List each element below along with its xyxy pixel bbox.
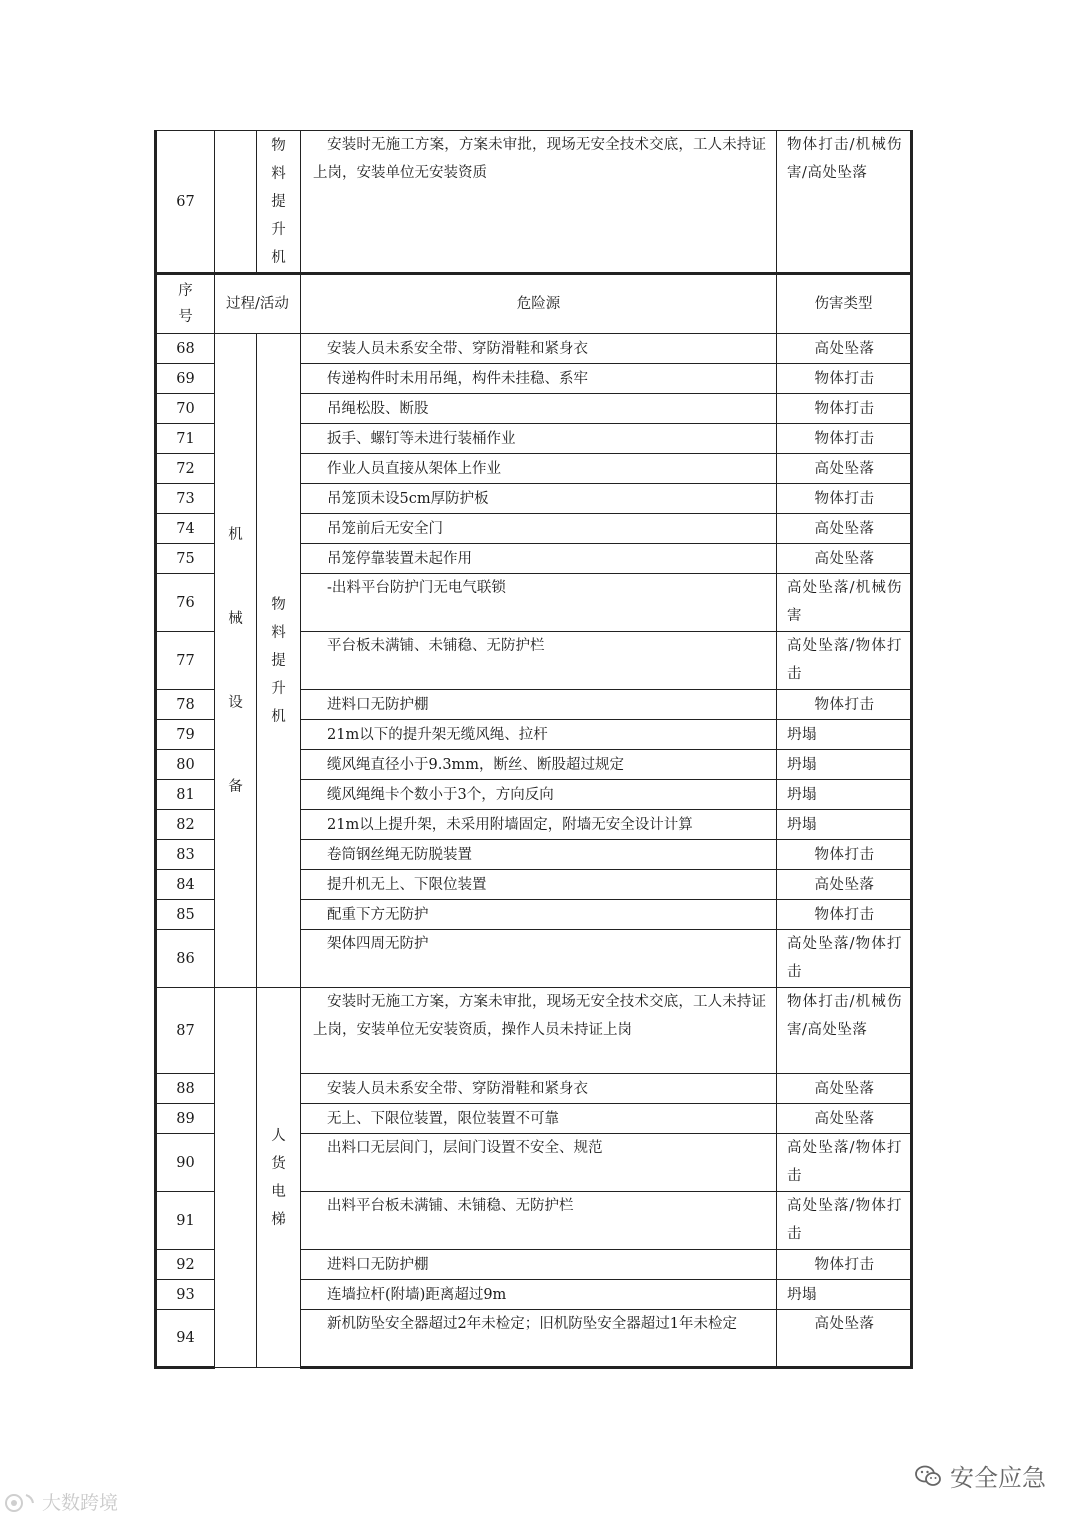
hazard-cell	[301, 720, 777, 750]
table-row	[156, 334, 912, 364]
row-number: 78	[156, 690, 215, 720]
hazard-cell	[301, 544, 777, 574]
hazard-text: 安装时无施工方案，方案未审批，现场无安全技术交底，工人未持证上岗，安装单位无安装资质	[313, 137, 766, 181]
hazard-cell	[301, 1250, 777, 1280]
row-number: 71	[156, 424, 215, 454]
row-number: 89	[156, 1104, 215, 1134]
sub-category-cell	[257, 131, 301, 274]
sub-category-label: 人货电梯	[271, 1127, 286, 1228]
row-number: 87	[156, 988, 215, 1074]
row-number: 84	[156, 870, 215, 900]
hazard-text: 架体四周无防护	[327, 936, 429, 952]
harm-cell: 物体打击	[777, 484, 912, 514]
row-number: 73	[156, 484, 215, 514]
category-cell-continued	[215, 988, 257, 1368]
row-number: 94	[156, 1310, 215, 1368]
hazard-cell	[301, 1192, 777, 1250]
harm-cell: 高处坠落/机械伤害	[777, 574, 912, 632]
hazard-text: 吊绳松股、断股	[327, 400, 429, 417]
harm-cell: 坍塌	[777, 720, 912, 750]
harm-cell: 高处坠落	[777, 1104, 912, 1134]
hazard-cell	[301, 131, 777, 274]
sub-category-label: 物料提升机	[271, 596, 286, 725]
hazard-text: 安装人员未系安全带、穿防滑鞋和紧身衣	[327, 1080, 588, 1097]
harm-cell: 物体打击	[777, 424, 912, 454]
harm-cell: 物体打击/机械伤害/高处坠落	[777, 988, 912, 1074]
harm-cell: 高处坠落	[777, 1310, 912, 1368]
row-number: 77	[156, 632, 215, 690]
hazard-cell	[301, 1074, 777, 1104]
row-number: 67	[156, 131, 215, 274]
harm-cell: 高处坠落/物体打击	[777, 632, 912, 690]
hazard-text: 21m以上提升架，未采用附墙固定，附墙无安全设计计算	[327, 816, 693, 833]
watermark-left	[4, 1488, 118, 1515]
row-number: 72	[156, 454, 215, 484]
header-process: 过程/活动	[215, 274, 301, 334]
row-number: 69	[156, 364, 215, 394]
row-number: 82	[156, 810, 215, 840]
hazard-cell	[301, 364, 777, 394]
hazard-text: 平台板未满铺、未铺稳、无防护栏	[327, 638, 545, 654]
row-number: 91	[156, 1192, 215, 1250]
hazard-cell	[301, 1310, 777, 1368]
harm-cell: 物体打击	[777, 1250, 912, 1280]
hazard-cell	[301, 840, 777, 870]
row-number: 86	[156, 930, 215, 988]
weibo-logo-icon	[4, 1491, 38, 1513]
hazard-table	[154, 130, 913, 1369]
hazard-text: -出料平台防护门无电气联锁	[327, 580, 506, 596]
harm-cell: 坍塌	[777, 780, 912, 810]
hazard-text: 新机防坠安全器超过2年未检定；旧机防坠安全器超过1年未检定	[327, 1316, 737, 1332]
hazard-text: 安装时无施工方案，方案未审批，现场无安全技术交底，工人未持证上岗，安装单位无安装资质，操作人员未持证上岗	[313, 994, 766, 1038]
harm-cell: 高处坠落	[777, 870, 912, 900]
hazard-text: 吊笼停靠装置未起作用	[327, 550, 472, 567]
harm-cell: 物体打击	[777, 840, 912, 870]
hazard-text: 无上、下限位装置，限位装置不可靠	[327, 1110, 559, 1127]
hazard-text: 作业人员直接从架体上作业	[327, 460, 501, 477]
hazard-text: 21m以下的提升架无缆风绳、拉杆	[327, 726, 548, 743]
wechat-icon	[914, 1464, 942, 1488]
hazard-cell	[301, 574, 777, 632]
row-number: 75	[156, 544, 215, 574]
hazard-text: 出料平台板未满铺、未铺稳、无防护栏	[327, 1198, 574, 1214]
hazard-text: 连墙拉杆(附墙)距离超过9m	[327, 1286, 507, 1303]
harm-cell: 物体打击	[777, 900, 912, 930]
hazard-cell	[301, 394, 777, 424]
hazard-text: 出料口无层间门，层间门设置不安全、规范	[327, 1140, 603, 1156]
harm-cell: 高处坠落/物体打击	[777, 1192, 912, 1250]
hazard-cell	[301, 930, 777, 988]
hazard-text: 缆风绳直径小于9.3mm，断丝、断股超过规定	[327, 756, 625, 773]
hazard-text: 进料口无防护棚	[327, 1256, 429, 1273]
row-number: 81	[156, 780, 215, 810]
row-number: 85	[156, 900, 215, 930]
hazard-cell	[301, 900, 777, 930]
row-number: 92	[156, 1250, 215, 1280]
hazard-text: 缆风绳绳卡个数小于3个，方向反向	[327, 786, 554, 803]
hazard-cell	[301, 632, 777, 690]
table-header-row	[156, 274, 912, 334]
hazard-text: 传递构件时未用吊绳，构件未挂稳、系牢	[327, 370, 588, 387]
harm-cell: 高处坠落	[777, 454, 912, 484]
harm-cell: 坍塌	[777, 810, 912, 840]
header-no: 序号	[156, 274, 215, 334]
row-number: 79	[156, 720, 215, 750]
header-hazard: 危险源	[301, 274, 777, 334]
hazard-cell	[301, 454, 777, 484]
hazard-text: 进料口无防护棚	[327, 696, 429, 713]
hazard-cell	[301, 1280, 777, 1310]
harm-cell: 高处坠落/物体打击	[777, 1134, 912, 1192]
row-number: 74	[156, 514, 215, 544]
hazard-cell	[301, 424, 777, 454]
hazard-text: 卷筒钢丝绳无防脱装置	[327, 846, 472, 863]
harm-cell: 高处坠落/物体打击	[777, 930, 912, 988]
row-number: 76	[156, 574, 215, 632]
row-number: 83	[156, 840, 215, 870]
row-number: 90	[156, 1134, 215, 1192]
hazard-text: 吊笼前后无安全门	[327, 520, 443, 537]
sub-category-cell	[257, 334, 301, 988]
hazard-cell	[301, 514, 777, 544]
watermark-right	[914, 1458, 1046, 1493]
hazard-cell	[301, 1104, 777, 1134]
row-number: 93	[156, 1280, 215, 1310]
category-cell	[215, 334, 257, 988]
row-number: 80	[156, 750, 215, 780]
harm-cell: 高处坠落	[777, 544, 912, 574]
watermark-left-text: 大数跨境	[42, 1492, 119, 1514]
hazard-text: 安装人员未系安全带、穿防滑鞋和紧身衣	[327, 340, 588, 357]
hazard-cell	[301, 334, 777, 364]
hazard-text: 提升机无上、下限位装置	[327, 876, 487, 893]
sub-category-cell	[257, 988, 301, 1368]
harm-cell: 高处坠落	[777, 1074, 912, 1104]
table-row	[156, 131, 912, 274]
table-row	[156, 988, 912, 1074]
harm-cell: 物体打击/机械伤害/高处坠落	[777, 131, 912, 274]
category-label: 机械设备	[228, 526, 243, 795]
harm-cell: 坍塌	[777, 750, 912, 780]
hazard-cell	[301, 988, 777, 1074]
row-number: 70	[156, 394, 215, 424]
harm-cell: 物体打击	[777, 364, 912, 394]
hazard-cell	[301, 690, 777, 720]
hazard-cell	[301, 1134, 777, 1192]
harm-cell: 高处坠落	[777, 334, 912, 364]
row-number: 88	[156, 1074, 215, 1104]
hazard-cell	[301, 484, 777, 514]
category-cell-empty	[215, 131, 257, 274]
harm-cell: 坍塌	[777, 1280, 912, 1310]
sub-category-label: 物料提升机	[271, 137, 286, 266]
hazard-text: 扳手、螺钉等未进行装桶作业	[327, 430, 516, 447]
harm-cell: 物体打击	[777, 394, 912, 424]
harm-cell: 物体打击	[777, 690, 912, 720]
hazard-text: 吊笼顶未设5cm厚防护板	[327, 490, 489, 507]
hazard-text: 配重下方无防护	[327, 906, 429, 923]
harm-cell: 高处坠落	[777, 514, 912, 544]
header-harm: 伤害类型	[777, 274, 912, 334]
watermark-right-text: 安全应急	[950, 1464, 1046, 1492]
hazard-cell	[301, 810, 777, 840]
row-number: 68	[156, 334, 215, 364]
hazard-cell	[301, 750, 777, 780]
hazard-cell	[301, 780, 777, 810]
hazard-cell	[301, 870, 777, 900]
